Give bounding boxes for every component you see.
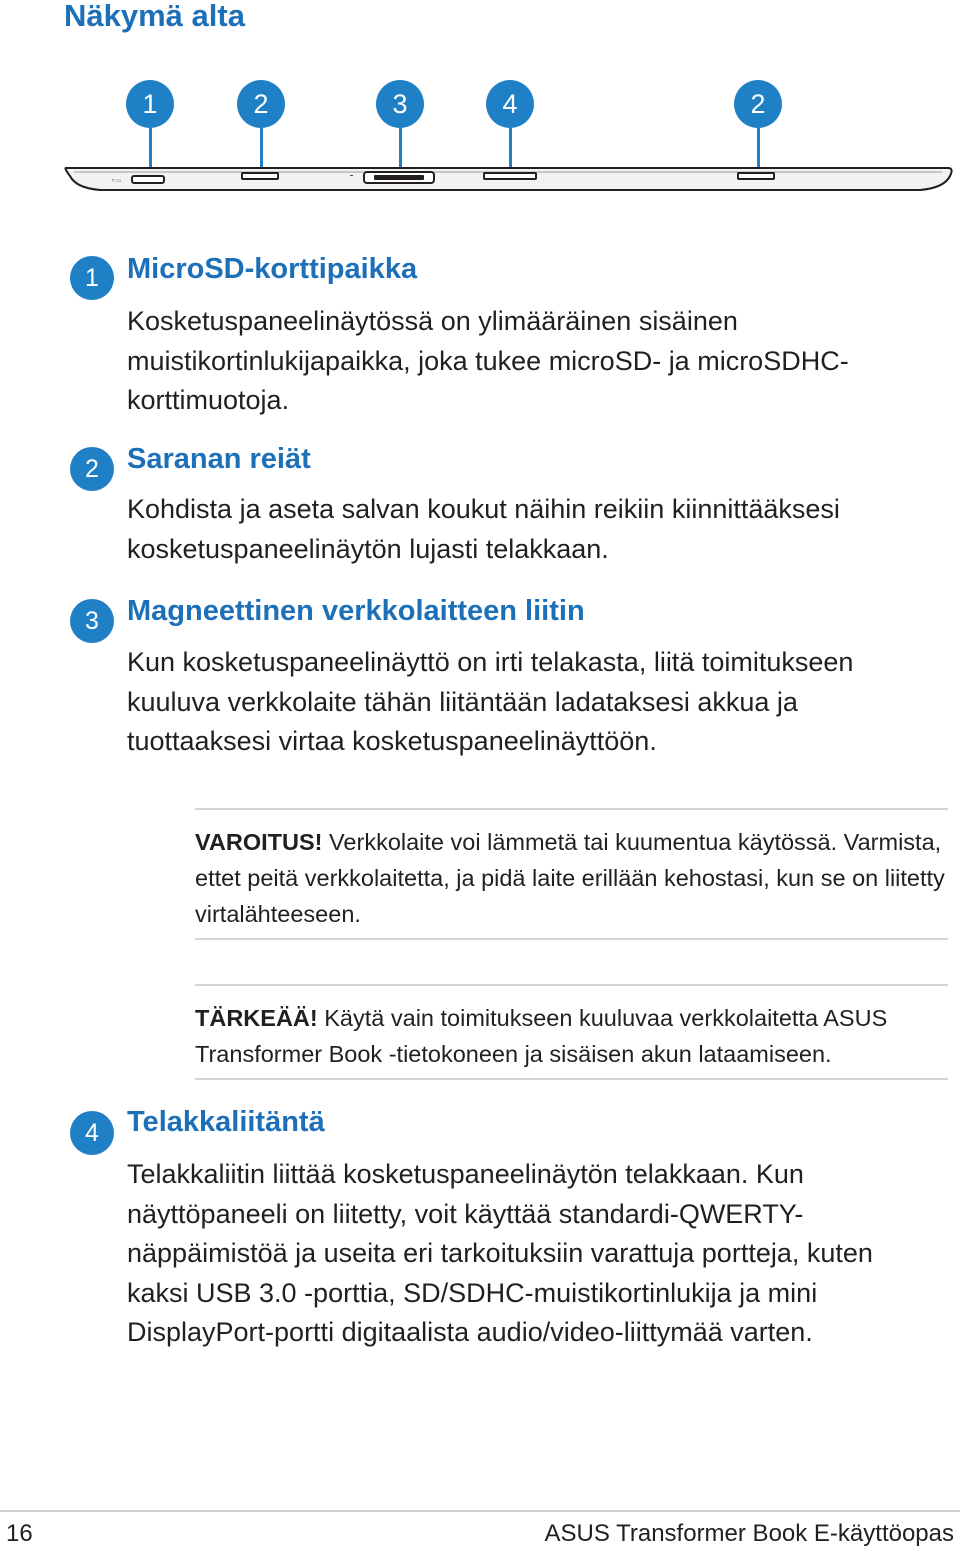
section-title-hinge-holes: Saranan reiät (127, 443, 311, 475)
page-title: Näkymä alta (64, 0, 245, 33)
warning-note (195, 808, 948, 940)
footer-title: ASUS Transformer Book E-käyttöopas (544, 1520, 954, 1547)
section-text-microsd: Kosketuspaneelinäytössä on ylimääräinen sisäinen muistikortinlukijapaikka, joka tukee microSD- ja microSDHC-korttimuotoja. (127, 306, 849, 415)
section-number-1: 1 (70, 256, 114, 300)
callout-2: 2 (237, 80, 285, 128)
tablet-bottom-edge-illustration (60, 160, 960, 200)
microsd-slot-shape (132, 176, 164, 183)
section-title-power-connector: Magneettinen verkkolaitteen liitin (127, 595, 585, 627)
section-text-hinge-holes: Kohdista ja aseta salvan koukut näihin reikiin kiinnittääksesi kosketuspaneelinäytön lujasti telakkaan. (127, 494, 840, 564)
important-text: Käytä vain toimitukseen kuuluvaa verkkolaitetta ASUS Transformer Book -tietokoneen ja sisäisen akun lataamiseen. (195, 1005, 888, 1067)
warning-text: Verkkolaite voi lämmetä tai kuumentua käytössä. Varmista, ettet peitä verkkolaitetta, ja pidä laite erillään kehostasi, kun se on liitetty virtalähteeseen. (195, 829, 945, 927)
docking-connector-shape (484, 173, 536, 179)
section-title-microsd: MicroSD-korttipaikka (127, 253, 418, 285)
section-number-4: 4 (70, 1111, 114, 1155)
callout-3: 3 (376, 80, 424, 128)
important-note (195, 984, 948, 1080)
section-number-3: 3 (70, 599, 114, 643)
microsd-symbol-icon: ≈ ▭ (112, 178, 121, 184)
section-text-power-connector: Kun kosketuspaneelinäyttö on irti telakasta, liitä toimitukseen kuuluva verkkolaite tähän liitäntään ladataksesi akkua ja tuottaaksesi virtaa kosketuspaneelinäyttöön. (127, 647, 854, 756)
callout-4: 4 (486, 80, 534, 128)
footer-divider (0, 1510, 960, 1512)
warning-label: VAROITUS! (195, 829, 323, 855)
callout-1: 1 (126, 80, 174, 128)
hinge-hole-right-shape (738, 173, 774, 179)
callout-2b: 2 (734, 80, 782, 128)
important-label: TÄRKEÄÄ! (195, 1005, 318, 1031)
hinge-hole-left-shape (242, 173, 278, 179)
dc-symbol-icon: ⎓ (350, 173, 354, 178)
section-title-docking-port: Telakkaliitäntä (127, 1106, 325, 1138)
page-number: 16 (6, 1520, 33, 1547)
section-text-docking-port: Telakkaliitin liittää kosketuspaneelinäytön telakkaan. Kun näyttöpaneeli on liitetty, voit käyttää standardi-QWERTY-näppäimistöä ja useita eri tarkoituksiin varattuja portteja, kuten kaksi USB 3.0 -porttia, SD/SDHC-muistikortinlukija ja mini DisplayPort-portti digitaalista audio/video-liittymää varten. (127, 1159, 873, 1347)
section-number-2: 2 (70, 447, 114, 491)
